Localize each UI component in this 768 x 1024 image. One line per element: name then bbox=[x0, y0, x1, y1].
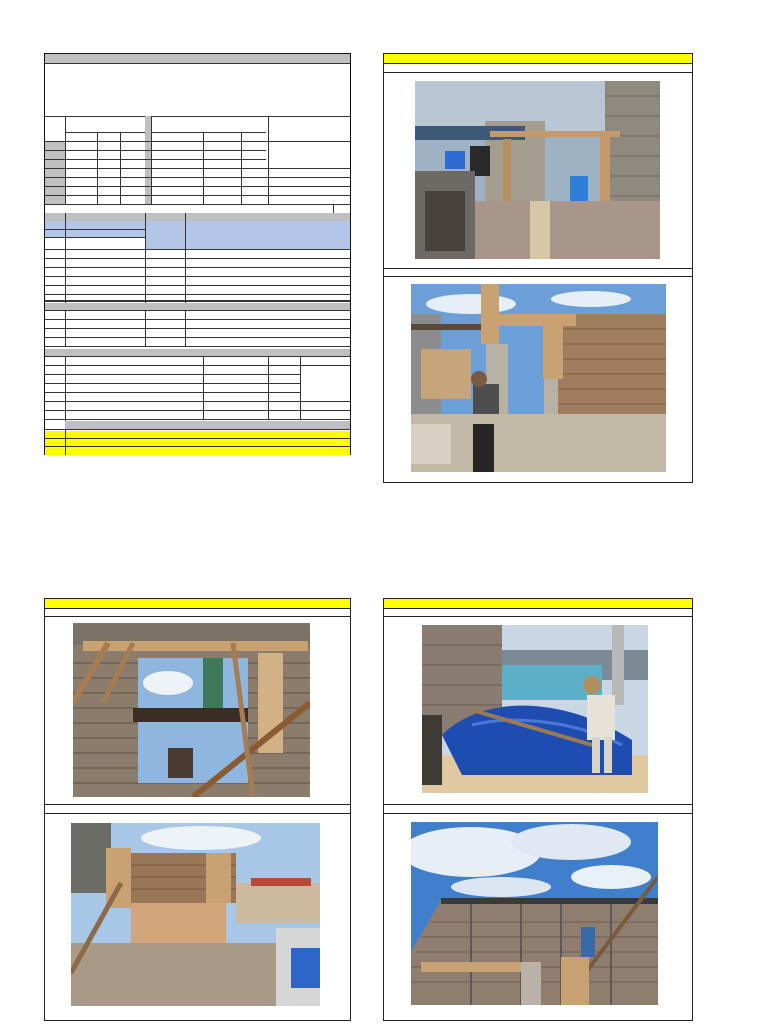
photo-panel-2 bbox=[44, 598, 351, 1021]
construction-photo bbox=[411, 822, 658, 1005]
panel-header-bar bbox=[384, 54, 692, 64]
form-header-band bbox=[45, 54, 350, 63]
photo-panel-3 bbox=[383, 598, 693, 1021]
construction-photo bbox=[411, 284, 666, 472]
construction-photo bbox=[73, 623, 310, 797]
report-form-table bbox=[44, 53, 351, 455]
photo-panel-1 bbox=[383, 53, 693, 483]
panel-header-bar bbox=[384, 599, 692, 609]
construction-photo bbox=[415, 81, 660, 259]
construction-photo bbox=[71, 823, 320, 1006]
panel-header-bar bbox=[45, 599, 350, 609]
form-total-yellow-rows bbox=[45, 431, 350, 455]
construction-photo bbox=[422, 625, 648, 793]
